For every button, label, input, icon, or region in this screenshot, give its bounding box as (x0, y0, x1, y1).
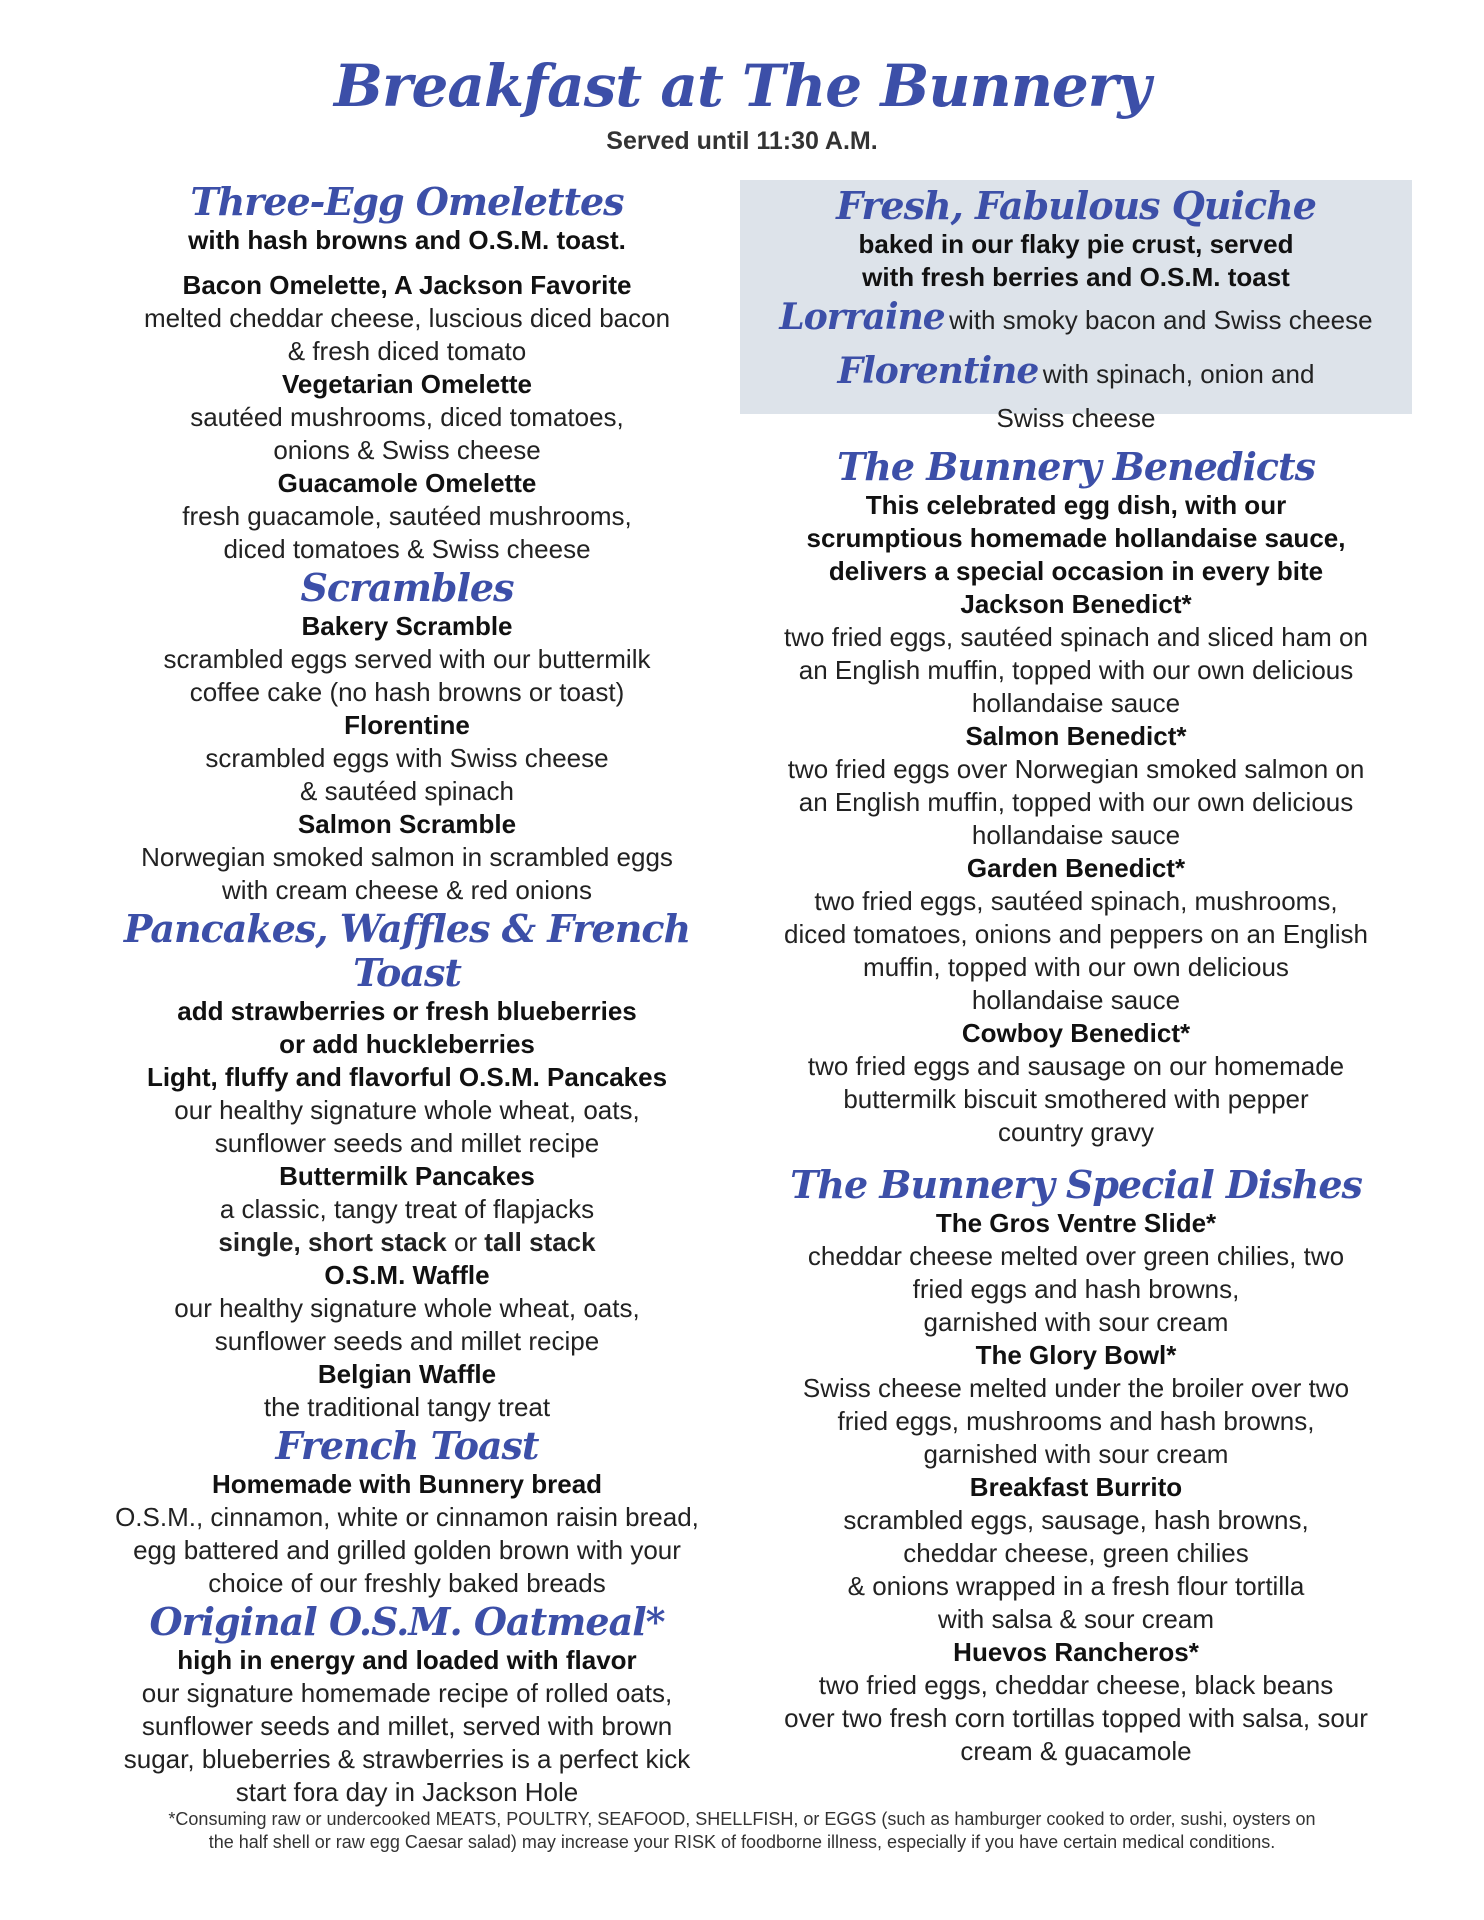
menu-item-desc: sunflower seeds and millet recipe (214, 1128, 600, 1158)
section-heading: The Bunnery Benedicts (836, 444, 1315, 489)
menu-item-desc: cream & guacamole (960, 1736, 1192, 1766)
menu-item-desc: two fried eggs, sautéed spinach, mushrooms, (814, 886, 1338, 916)
stack-size-or: or (453, 1227, 478, 1257)
served-until: Served until 11:30 A.M. (606, 127, 878, 155)
menu-item-name: Belgian Waffle (317, 1359, 497, 1389)
menu-item-desc: scrambled eggs, sausage, hash browns, (843, 1505, 1309, 1535)
menu-item-desc: an English muffin, topped with our own delicious (798, 655, 1354, 685)
menu-item-desc: our signature homemade recipe of rolled oats, (141, 1678, 673, 1708)
menu-item-desc: scrambled eggs with Swiss cheese (205, 743, 609, 773)
menu-item-desc: cheddar cheese, green chilies (903, 1538, 1249, 1568)
right-column (740, 180, 1412, 1768)
menu-item-name: Bacon Omelette, A Jackson Favorite (182, 270, 632, 300)
menu-item-desc: two fried eggs over Norwegian smoked salmon on (787, 754, 1365, 784)
section-subtitle: add strawberries or fresh blueberries (177, 996, 637, 1026)
disclaimer-line: *Consuming raw or undercooked MEATS, POULTRY, SEAFOOD, SHELLFISH, or EGGS (such as hamburger cooked to order, sushi, oysters on (168, 1809, 1316, 1829)
menu-item-desc: coffee cake (no hash browns or toast) (189, 677, 625, 707)
menu-item-name: Huevos Rancheros* (953, 1637, 1199, 1667)
menu-item-desc: a classic, tangy treat of flapjacks (219, 1194, 595, 1224)
menu-item-name: Breakfast Burrito (969, 1472, 1183, 1502)
menu-item-name: Jackson Benedict* (960, 589, 1192, 619)
section-heading: Scrambles (300, 565, 514, 610)
menu-item-desc: melted cheddar cheese, luscious diced bacon (143, 303, 671, 333)
menu-item-desc: cheddar cheese melted over green chilies, two (807, 1241, 1345, 1271)
menu-item-desc: sunflower seeds and millet, served with brown (141, 1711, 673, 1741)
menu-item-name: Salmon Benedict* (965, 721, 1187, 751)
menu-item-desc: muffin, topped with our own delicious (863, 952, 1289, 982)
menu-item-desc: our healthy signature whole wheat, oats, (174, 1293, 640, 1323)
menu-item-desc: onions & Swiss cheese (273, 435, 541, 465)
section-subtitle: baked in our flaky pie crust, served (858, 229, 1294, 259)
menu-item-name: O.S.M. Waffle (324, 1260, 490, 1290)
section-subtitle: with hash browns and O.S.M. toast. (188, 225, 626, 255)
menu-item-name: Guacamole Omelette (277, 468, 537, 498)
menu-item-desc: fried eggs and hash browns, (912, 1274, 1240, 1304)
menu-item-name: The Gros Ventre Slide* (935, 1208, 1217, 1238)
pancakes-section (92, 907, 722, 1424)
menu-item-desc: & fresh diced tomato (287, 336, 527, 366)
section-heading: Fresh, Fabulous Quiche (836, 183, 1316, 228)
menu-item-desc: egg battered and grilled golden brown with your (133, 1535, 681, 1565)
section-heading: Three-Egg Omelettes (190, 179, 624, 224)
menu-item-desc: Norwegian smoked salmon in scrambled eggs (141, 842, 673, 872)
menu-item-desc: garnished with sour cream (923, 1439, 1229, 1469)
quiche-name: Florentine (837, 350, 1039, 392)
menu-item-name: Bakery Scramble (301, 611, 513, 641)
menu-item-desc: Swiss cheese melted under the broiler over two (802, 1373, 1350, 1403)
menu-item-desc: & sautéed spinach (300, 776, 514, 806)
menu-item-name: The Glory Bowl* (975, 1340, 1177, 1370)
menu-item-desc: scrambled eggs served with our buttermilk (163, 644, 651, 674)
section-subtitle: delivers a special occasion in every bite (828, 556, 1324, 586)
menu-title: Breakfast at The Bunnery (333, 52, 1151, 120)
french-toast-section (92, 1424, 722, 1600)
section-heading: Pancakes, Waffles & French Toast (123, 906, 691, 995)
menu-item-name: Florentine (344, 710, 470, 740)
health-disclaimer (60, 1808, 1424, 1854)
left-column (92, 180, 722, 1809)
menu-item-desc: hollandaise sauce (971, 985, 1181, 1015)
oatmeal-section (92, 1600, 722, 1809)
menu-item-desc: & onions wrapped in a fresh flour tortilla (847, 1571, 1305, 1601)
specials-section (740, 1163, 1412, 1768)
menu-item-desc: garnished with sour cream (923, 1307, 1229, 1337)
section-subtitle: or add huckleberries (279, 1029, 535, 1059)
section-heading: Original O.S.M. Oatmeal* (149, 1599, 665, 1644)
menu-item-desc: hollandaise sauce (971, 688, 1181, 718)
disclaimer-line: the half shell or raw egg Caesar salad) may increase your RISK of foodborne illness, especially if you have certain medical conditions. (208, 1832, 1276, 1852)
menu-item-desc: start fora day in Jackson Hole (235, 1777, 579, 1807)
menu-item-name: Light, fluffy and flavorful O.S.M. Pancakes (146, 1062, 668, 1092)
menu-item-desc: over two fresh corn tortillas topped with salsa, sour (784, 1703, 1368, 1733)
menu-item-desc: diced tomatoes, onions and peppers on an English (784, 919, 1368, 949)
menu-item-desc: choice of our freshly baked breads (208, 1568, 606, 1598)
stack-size-b: tall stack (484, 1227, 596, 1257)
menu-item-name: Buttermilk Pancakes (279, 1161, 535, 1191)
menu-item-desc: sunflower seeds and millet recipe (214, 1326, 600, 1356)
menu-item-name: high in energy and loaded with flavor (177, 1645, 637, 1675)
scrambles-section (92, 566, 722, 907)
quiche-lorraine (740, 294, 1412, 348)
section-subtitle: This celebrated egg dish, with our (865, 490, 1287, 520)
menu-item-desc: two fried eggs, cheddar cheese, black beans (818, 1670, 1334, 1700)
menu-item-name: Salmon Scramble (297, 809, 517, 839)
quiche-florentine (740, 348, 1412, 402)
menu-item-desc: with cream cheese & red onions (222, 875, 592, 905)
menu-item-desc: fresh guacamole, sautéed mushrooms, (182, 501, 632, 531)
quiche-section (740, 180, 1412, 435)
menu-item-desc: fried eggs, mushrooms and hash browns, (837, 1406, 1315, 1436)
menu-item-name: Vegetarian Omelette (282, 369, 532, 399)
menu-item-desc: two fried eggs and sausage on our homemade (807, 1051, 1345, 1081)
menu-item-desc: sugar, blueberries & strawberries is a perfect kick (123, 1744, 691, 1774)
menu-item-name: Cowboy Benedict* (961, 1018, 1191, 1048)
stack-size-options (92, 1226, 722, 1259)
quiche-name: Lorraine (779, 296, 945, 338)
menu-item-desc: with salsa & sour cream (938, 1604, 1214, 1634)
quiche-desc: with smoky bacon and Swiss cheese (949, 305, 1373, 335)
quiche-desc: Swiss cheese (996, 403, 1156, 433)
quiche-desc: with spinach, onion and (1042, 359, 1315, 389)
menu-item-desc: the traditional tangy treat (263, 1392, 551, 1422)
menu-item-desc: two fried eggs, sautéed spinach and sliced ham on (784, 622, 1368, 652)
menu-item-desc: buttermilk biscuit smothered with pepper (843, 1084, 1309, 1114)
menu-item-desc: sautéed mushrooms, diced tomatoes, (190, 402, 624, 432)
menu-item-name: Homemade with Bunnery bread (211, 1469, 603, 1499)
menu-item-desc: O.S.M., cinnamon, white or cinnamon raisin bread, (115, 1502, 699, 1532)
section-subtitle: with fresh berries and O.S.M. toast (862, 262, 1290, 292)
section-heading: French Toast (275, 1423, 539, 1468)
menu-item-desc: diced tomatoes & Swiss cheese (223, 534, 591, 564)
section-heading: The Bunnery Special Dishes (790, 1162, 1362, 1207)
section-subtitle: scrumptious homemade hollandaise sauce, (806, 523, 1346, 553)
menu-item-desc: country gravy (997, 1117, 1155, 1147)
omelettes-section (92, 180, 722, 566)
menu-item-desc: our healthy signature whole wheat, oats, (174, 1095, 640, 1125)
menu-item-desc: hollandaise sauce (971, 820, 1181, 850)
benedicts-section (740, 445, 1412, 1149)
stack-size-a: single, short stack (218, 1227, 447, 1257)
menu-item-name: Garden Benedict* (966, 853, 1186, 883)
menu-item-desc: an English muffin, topped with our own delicious (798, 787, 1354, 817)
